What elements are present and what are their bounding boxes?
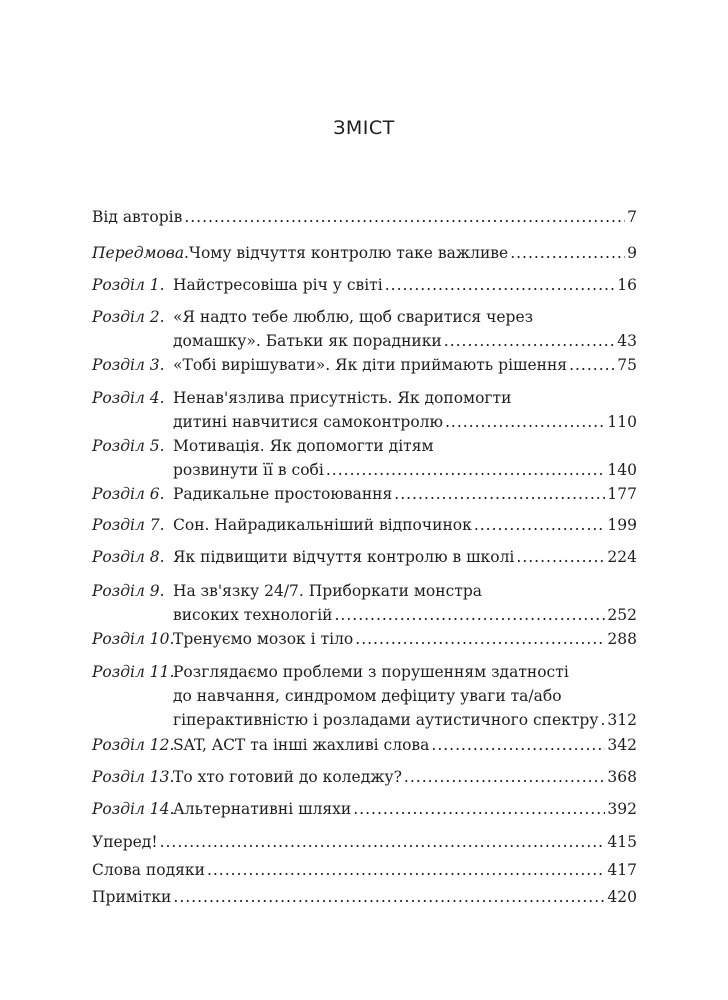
dot-leader bbox=[173, 885, 605, 909]
entry-title: Примітки bbox=[92, 888, 172, 906]
chapter-label: Розділ 10. bbox=[92, 630, 175, 648]
chapter-title bbox=[173, 765, 637, 789]
entry-title: Чому відчуття контролю таке важливе bbox=[188, 244, 509, 262]
page-number: 177 bbox=[607, 485, 637, 503]
entry-title-line: розвинути її в собі bbox=[173, 461, 324, 479]
entry-title-line: Найстресовіша річ у світі bbox=[173, 276, 383, 294]
chapter-label: Розділ 14. bbox=[92, 800, 175, 818]
entry-title: Слова подяки bbox=[92, 861, 205, 879]
toc-line bbox=[92, 241, 637, 265]
entry-title-line: Ненав'язлива присутність. Як допомогти bbox=[173, 389, 512, 407]
page-number: 312 bbox=[607, 711, 637, 729]
toc-line bbox=[173, 603, 637, 627]
toc-line bbox=[173, 513, 637, 537]
entry-title-line: Як підвищити відчуття контролю в школі bbox=[173, 548, 515, 566]
chapter-row bbox=[92, 545, 637, 569]
page-number: 252 bbox=[607, 606, 637, 624]
chapter-title bbox=[173, 305, 637, 353]
dot-leader bbox=[160, 830, 606, 854]
page-title: ЗМІСТ bbox=[333, 117, 395, 139]
dot-leader bbox=[184, 205, 625, 229]
entry-title-line: Розглядаємо проблеми з порушенням здатності bbox=[173, 663, 569, 681]
page-number: 342 bbox=[607, 736, 637, 754]
page-number: 110 bbox=[607, 413, 637, 431]
chapter-title bbox=[173, 386, 637, 434]
chapter-label: Розділ 2. bbox=[92, 308, 165, 326]
chapter-label: Розділ 7. bbox=[92, 516, 165, 534]
chapter-title bbox=[173, 482, 637, 506]
toc-entry-backmatter bbox=[92, 858, 637, 882]
toc-entry-chapter bbox=[92, 660, 637, 732]
entry-title-line: То хто готовий до коледжу? bbox=[173, 768, 402, 786]
page-number: 415 bbox=[607, 833, 637, 851]
chapter-title bbox=[173, 434, 637, 482]
chapter-label: Розділ 9. bbox=[92, 582, 165, 600]
dot-leader bbox=[355, 627, 605, 651]
entry-title-line: Тренуємо мозок і тіло bbox=[173, 630, 354, 648]
chapter-label: Розділ 6. bbox=[92, 485, 165, 503]
entry-title-line: «Тобі вирішувати». Як діти приймають рішення bbox=[173, 356, 568, 374]
chapter-label: Розділ 12. bbox=[92, 736, 175, 754]
toc-line bbox=[173, 434, 637, 458]
dot-leader bbox=[326, 458, 606, 482]
entry-title-line: до навчання, синдромом дефіциту уваги та/або bbox=[173, 687, 562, 705]
toc-line bbox=[92, 830, 637, 854]
dot-leader bbox=[600, 708, 605, 732]
toc-line bbox=[173, 458, 637, 482]
toc-entry-chapter bbox=[92, 545, 637, 569]
entry-title-line: Радикальне простоювання bbox=[173, 485, 393, 503]
dot-leader bbox=[444, 329, 616, 353]
page-number: 140 bbox=[607, 461, 637, 479]
entry-title: Від авторів bbox=[92, 208, 183, 226]
toc-line bbox=[173, 410, 637, 434]
chapter-title bbox=[173, 733, 637, 757]
dot-leader bbox=[569, 353, 615, 377]
page-number: 9 bbox=[627, 244, 637, 262]
toc-line bbox=[92, 205, 637, 229]
toc-line bbox=[173, 482, 637, 506]
toc-line bbox=[173, 733, 637, 757]
entry-title-line: дитині навчитися самоконтролю bbox=[173, 413, 443, 431]
toc-entry-preface bbox=[92, 241, 637, 265]
entry-title: Уперед! bbox=[92, 833, 158, 851]
dot-leader bbox=[474, 513, 606, 537]
toc-entry-chapter bbox=[92, 513, 637, 537]
toc-entry-chapter bbox=[92, 305, 637, 353]
chapter-title bbox=[173, 579, 637, 627]
toc-entry-chapter bbox=[92, 797, 637, 821]
toc-entry-backmatter bbox=[92, 830, 637, 854]
toc-entry-chapter bbox=[92, 733, 637, 757]
toc-entry-chapter bbox=[92, 434, 637, 482]
entry-title-line: На зв'язку 24/7. Приборкати монстра bbox=[173, 582, 483, 600]
entry-title-line: домашку». Батьки як порадники bbox=[173, 332, 442, 350]
toc-entry-chapter bbox=[92, 482, 637, 506]
entry-title-line: гіперактивністю і розладами аутистичного спектру bbox=[173, 711, 599, 729]
toc-line bbox=[173, 579, 637, 603]
chapter-title bbox=[173, 353, 637, 377]
dot-leader bbox=[404, 765, 605, 789]
toc-entry-chapter bbox=[92, 386, 637, 434]
toc-line bbox=[173, 273, 637, 297]
toc-line bbox=[173, 305, 637, 329]
toc-line bbox=[173, 765, 637, 789]
chapter-row bbox=[92, 627, 637, 651]
toc-line bbox=[173, 627, 637, 651]
entry-title-line: SAT, ACT та інші жахливі слова bbox=[173, 736, 430, 754]
toc-line bbox=[173, 545, 637, 569]
toc-entry-intro bbox=[92, 205, 637, 229]
toc-entry-chapter bbox=[92, 353, 637, 377]
chapter-row bbox=[92, 386, 637, 434]
entry-title-line: Альтернативні шляхи bbox=[173, 800, 352, 818]
page-number: 43 bbox=[617, 332, 637, 350]
chapter-row bbox=[92, 305, 637, 353]
chapter-title bbox=[173, 797, 637, 821]
chapter-title bbox=[173, 273, 637, 297]
page-number: 7 bbox=[627, 208, 637, 226]
page-number: 368 bbox=[607, 768, 637, 786]
toc-line bbox=[173, 797, 637, 821]
chapter-title bbox=[173, 627, 637, 651]
dot-leader bbox=[445, 410, 605, 434]
chapter-row bbox=[92, 660, 637, 732]
page-number: 224 bbox=[607, 548, 637, 566]
page-number: 75 bbox=[617, 356, 637, 374]
chapter-row bbox=[92, 513, 637, 537]
page-number: 16 bbox=[617, 276, 637, 294]
page-number: 392 bbox=[607, 800, 637, 818]
chapter-row bbox=[92, 434, 637, 482]
chapter-row bbox=[92, 797, 637, 821]
chapter-label: Розділ 4. bbox=[92, 389, 165, 407]
toc-line bbox=[92, 858, 637, 882]
toc-entry-backmatter bbox=[92, 885, 637, 909]
toc-line bbox=[173, 684, 637, 708]
chapter-title bbox=[173, 660, 637, 732]
chapter-row bbox=[92, 733, 637, 757]
toc-line bbox=[173, 660, 637, 684]
chapter-row bbox=[92, 765, 637, 789]
dot-leader bbox=[431, 733, 605, 757]
entry-title-line: високих технологій bbox=[173, 606, 333, 624]
toc-line bbox=[173, 386, 637, 410]
chapter-title bbox=[173, 545, 637, 569]
entry-title-line: Сон. Найрадикальніший відпочинок bbox=[173, 516, 472, 534]
chapter-label: Розділ 5. bbox=[92, 437, 165, 455]
dot-leader bbox=[353, 797, 605, 821]
chapter-row bbox=[92, 273, 637, 297]
preface-label: Передмова. bbox=[92, 244, 189, 262]
dot-leader bbox=[385, 273, 616, 297]
chapter-label: Розділ 8. bbox=[92, 548, 165, 566]
chapter-label: Розділ 13. bbox=[92, 768, 175, 786]
chapter-row bbox=[92, 579, 637, 627]
page-number: 417 bbox=[607, 861, 637, 879]
entry-title-line: «Я надто тебе люблю, щоб сваритися через bbox=[173, 308, 534, 326]
chapter-row bbox=[92, 482, 637, 506]
toc-entry-chapter bbox=[92, 273, 637, 297]
chapter-row bbox=[92, 353, 637, 377]
toc-line bbox=[173, 329, 637, 353]
dot-leader bbox=[516, 545, 605, 569]
page-number: 199 bbox=[607, 516, 637, 534]
page-number: 420 bbox=[607, 888, 637, 906]
dot-leader bbox=[510, 241, 625, 265]
page-number: 288 bbox=[607, 630, 637, 648]
dot-leader bbox=[207, 858, 605, 882]
toc-line bbox=[173, 353, 637, 377]
entry-title-line: Мотивація. Як допомогти дітям bbox=[173, 437, 434, 455]
dot-leader bbox=[394, 482, 605, 506]
chapter-label: Розділ 3. bbox=[92, 356, 165, 374]
chapter-label: Розділ 1. bbox=[92, 276, 165, 294]
toc-entry-chapter bbox=[92, 765, 637, 789]
toc-entry-chapter bbox=[92, 627, 637, 651]
dot-leader bbox=[335, 603, 606, 627]
chapter-title bbox=[173, 513, 637, 537]
toc-line bbox=[173, 708, 637, 732]
toc-entry-chapter bbox=[92, 579, 637, 627]
chapter-label: Розділ 11. bbox=[92, 663, 175, 681]
toc-line bbox=[92, 885, 637, 909]
